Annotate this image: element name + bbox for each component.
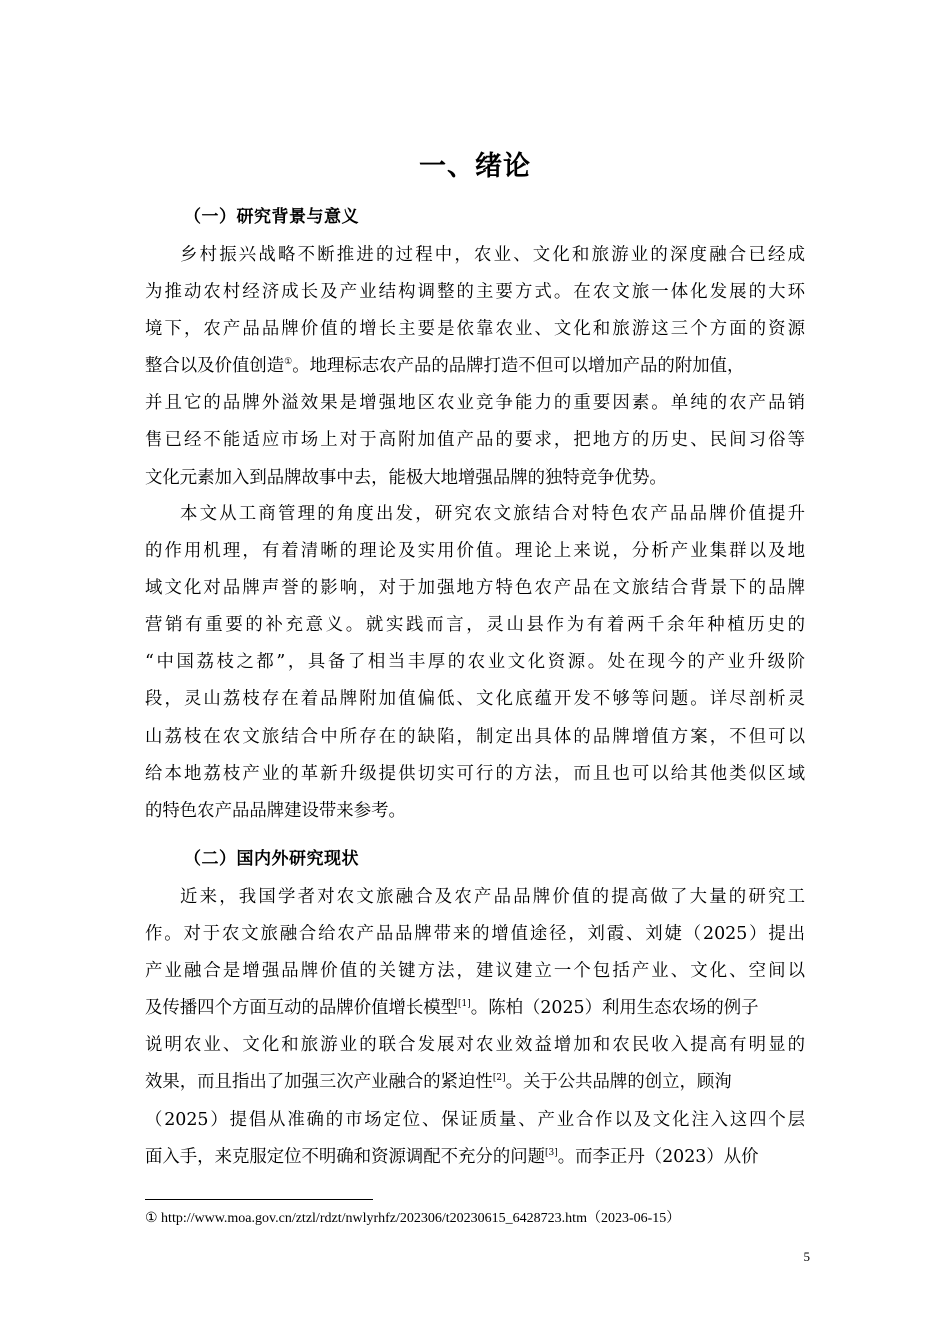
text-fragment: 效果，而且指出了加强三次产业融合的紧迫性	[145, 1072, 493, 1093]
text-line: 售已经不能适应市场上对于高附加值产品的要求，把地方的历史、民间习俗等	[145, 430, 805, 451]
text-line: 域文化对品牌声誉的影响，对于加强地方特色农产品在文旅结合背景下的品牌	[145, 578, 805, 599]
text-line: 境下，农产品品牌价值的增长主要是依靠农业、文化和旅游这三个方面的资源	[145, 319, 805, 340]
paragraph-background-2	[145, 496, 805, 830]
citation-marker: [3]	[545, 1147, 558, 1158]
text-fragment: 。关于公共品牌的创立，顾洵	[505, 1072, 732, 1093]
text-fragment: 。陈柏（2025）利用生态农场的例子	[470, 998, 759, 1019]
text-fragment: 。而李正丹（2023）从价	[557, 1146, 759, 1167]
paragraph-research-status	[145, 879, 805, 1176]
text-line	[145, 348, 805, 385]
text-line: “中国荔枝之都”，具备了相当丰厚的农业文化资源。处在现今的产业升级阶	[145, 652, 805, 673]
text-line: 产业融合是增强品牌价值的关键方法，建议建立一个包括产业、文化、空间以	[145, 961, 805, 982]
paragraph-background-1	[145, 237, 805, 497]
text-line: 为推动农村经济成长及产业结构调整的主要方式。在农文旅一体化发展的大环	[145, 282, 805, 303]
text-fragment: 及传播四个方面互动的品牌价值增长模型	[145, 998, 459, 1019]
citation-marker: [2]	[492, 1073, 506, 1084]
text-fragment: 整合以及价值创造	[145, 356, 285, 377]
section-heading-background: （一）研究背景与意义	[184, 207, 359, 227]
text-line: 山荔枝在农文旅结合中所存在的缺陷，制定出具体的品牌增值方案，不但可以	[145, 726, 805, 747]
chapter-title: 一、绪论	[419, 151, 531, 182]
text-line: 作。对于农文旅融合给农产品品牌带来的增值途径，刘霞、刘婕（2025）提出	[145, 924, 805, 945]
footnote-marker: ①	[284, 357, 293, 368]
text-line: 并且它的品牌外溢效果是增强地区农业竞争能力的重要因素。单纯的农产品销	[145, 393, 805, 414]
citation-marker: [1]	[458, 999, 471, 1010]
text-line: （2025）提倡从准确的市场定位、保证质量、产业合作以及文化注入这四个层	[145, 1109, 805, 1130]
text-line: 文化元素加入到品牌故事中去，能极大地增强品牌的独特竞争优势。	[145, 467, 667, 488]
text-line: 的作用机理，有着清晰的理论及实用价值。理论上来说，分析产业集群以及地	[145, 541, 805, 562]
text-line: 乡村振兴战略不断推进的过程中，农业、文化和旅游业的深度融合已经成	[180, 245, 805, 265]
page-number: 5	[803, 1249, 810, 1264]
text-line	[145, 1139, 805, 1176]
text-fragment: 面入手，来克服定位不明确和资源调配不充分的问题	[145, 1146, 545, 1167]
text-line: 营销有重要的补充意义。就实践而言，灵山县作为有着两千余年种植历史的	[145, 615, 805, 636]
footnote: ① http://www.moa.gov.cn/ztzl/rdzt/nwlyrhfz/202306/t20230615_6428723.htm（2023-06-15）	[145, 1211, 681, 1226]
text-line: 给本地荔枝产业的革新升级提供切实可行的方法，而且也可以给其他类似区域	[145, 763, 805, 784]
text-line: 近来，我国学者对农文旅融合及农产品品牌价值的提高做了大量的研究工	[180, 887, 805, 907]
text-line: 说明农业、文化和旅游业的联合发展对农业效益增加和农民收入提高有明显的	[145, 1035, 805, 1056]
text-line: 的特色农产品品牌建设带来参考。	[145, 800, 406, 821]
section-heading-research-status: （二）国内外研究现状	[184, 849, 359, 869]
text-line	[145, 1064, 805, 1101]
footnote-divider	[145, 1199, 373, 1200]
text-line: 段，灵山荔枝存在着品牌附加值偏低、文化底蕴开发不够等问题。详尽剖析灵	[145, 689, 805, 710]
text-fragment: 。地理标志农产品的品牌打造不但可以增加产品的附加值，	[292, 356, 745, 377]
text-line: 本文从工商管理的角度出发，研究农文旅结合对特色农产品品牌价值提升	[180, 504, 805, 524]
text-line	[145, 990, 805, 1027]
